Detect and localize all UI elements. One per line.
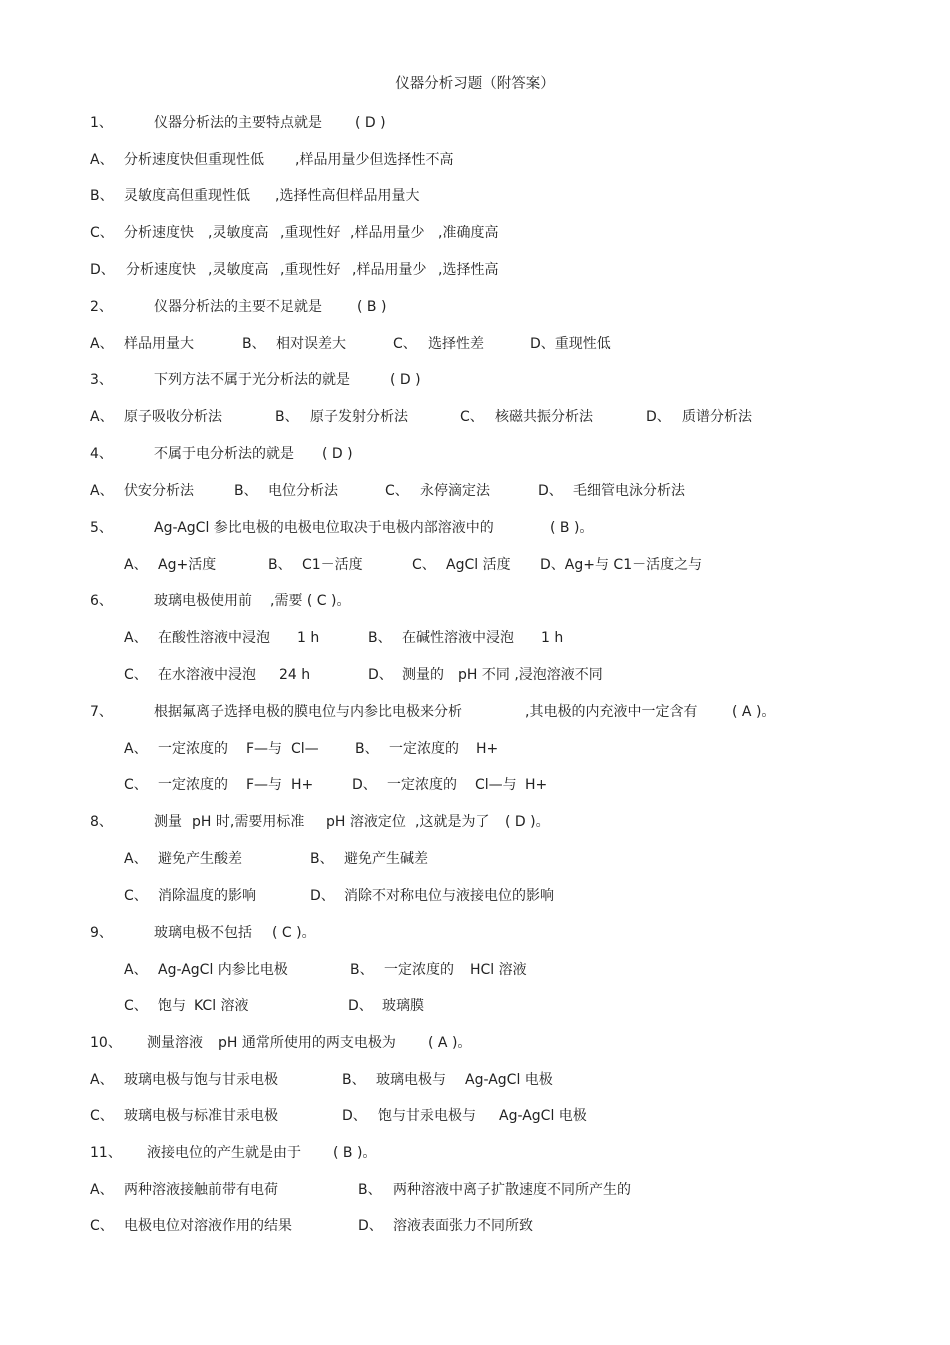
text-segment: 在酸性溶液中浸泡 xyxy=(158,630,270,646)
text-segment: B、 xyxy=(342,1072,366,1088)
text-segment: ,重现性好 xyxy=(280,225,341,241)
text-segment: 一定浓度的 xyxy=(389,741,459,757)
text-segment: ,选择性高 xyxy=(438,262,499,278)
text-segment: 测量的 xyxy=(402,667,444,683)
text-segment: ( A )。 xyxy=(428,1035,472,1051)
text-segment: C、 xyxy=(412,557,436,573)
text-segment: D、 xyxy=(358,1218,383,1234)
text-segment: ( B )。 xyxy=(333,1145,377,1161)
text-segment: A、 xyxy=(90,1182,114,1198)
text-segment: 伏安分析法 xyxy=(124,483,194,499)
text-segment: 6、 xyxy=(90,593,113,609)
text-segment: ( D ) xyxy=(390,372,421,388)
text-segment: 样品用量大 xyxy=(124,336,194,352)
text-segment: 仪器分析法的主要不足就是 xyxy=(154,299,322,315)
text-segment: 11、 xyxy=(90,1145,122,1161)
text-segment: C、 xyxy=(90,1218,114,1234)
text-segment: 1、 xyxy=(90,115,113,131)
text-segment: 下列方法不属于光分析法的就是 xyxy=(154,372,350,388)
text-segment: 电位分析法 xyxy=(268,483,338,499)
text-segment: 一定浓度的 xyxy=(158,777,228,793)
text-segment: A、 xyxy=(124,741,148,757)
text-segment: ,其电极的内充液中一定含有 xyxy=(525,704,698,720)
text-segment: H+ xyxy=(476,741,499,757)
text-segment: D、 xyxy=(368,667,393,683)
text-segment: D、 xyxy=(646,409,671,425)
text-segment: B、 xyxy=(268,557,292,573)
text-segment: 液接电位的产生就是由于 xyxy=(147,1145,301,1161)
text-segment: C、 xyxy=(90,225,114,241)
text-segment: C、 xyxy=(124,998,148,1014)
text-segment: 避免产生碱差 xyxy=(344,851,428,867)
text-segment: 玻璃膜 xyxy=(382,998,424,1014)
text-segment: A、 xyxy=(90,1072,114,1088)
text-segment: 1 h xyxy=(541,630,564,646)
text-segment: Ag-AgCl 参比电极的电极电位取决于电极内部溶液中的 xyxy=(154,520,494,536)
text-segment: B、 xyxy=(242,336,266,352)
text-segment: 一定浓度的 xyxy=(158,741,228,757)
text-segment: ,准确度高 xyxy=(438,225,499,241)
text-segment: C、 xyxy=(460,409,484,425)
text-segment: B、 xyxy=(90,188,114,204)
text-segment: A、 xyxy=(124,851,148,867)
text-segment: 两种溶液中离子扩散速度不同所产生的 xyxy=(393,1182,631,1198)
text-segment: pH 不同 ,浸泡溶液不同 xyxy=(458,667,603,683)
text-segment: 玻璃电极与标准甘汞电极 xyxy=(124,1108,278,1124)
text-segment: ,需要 ( C )。 xyxy=(270,593,351,609)
text-segment: 饱与甘汞电极与 xyxy=(378,1108,476,1124)
text-segment: B、 xyxy=(310,851,334,867)
text-segment: A、 xyxy=(90,483,114,499)
text-segment: A、 xyxy=(124,557,148,573)
text-segment: pH 时,需要用标准 xyxy=(192,814,305,830)
text-segment: ,样品用量少 xyxy=(352,262,427,278)
text-segment: ( C )。 xyxy=(272,925,316,941)
text-segment: ,重现性好 xyxy=(280,262,341,278)
text-segment: 一定浓度的 xyxy=(387,777,457,793)
text-segment: 避免产生酸差 xyxy=(158,851,242,867)
text-segment: 溶液表面张力不同所致 xyxy=(393,1218,533,1234)
text-segment: pH 通常所使用的两支电极为 xyxy=(218,1035,396,1051)
text-segment: A、 xyxy=(90,409,114,425)
text-segment: 玻璃电极使用前 xyxy=(154,593,252,609)
text-segment: ( D )。 xyxy=(505,814,550,830)
text-segment: 玻璃电极与 xyxy=(376,1072,446,1088)
text-segment: 毛细管电泳分析法 xyxy=(573,483,685,499)
text-segment: 质谱分析法 xyxy=(682,409,752,425)
text-segment: 灵敏度高但重现性低 xyxy=(124,188,250,204)
text-segment: D、 xyxy=(348,998,373,1014)
text-segment: 7、 xyxy=(90,704,113,720)
text-segment: 仪器分析法的主要特点就是 xyxy=(154,115,322,131)
text-segment: KCl 溶液 xyxy=(194,998,249,1014)
text-segment: B、 xyxy=(275,409,299,425)
text-segment: B、 xyxy=(358,1182,382,1198)
text-segment: 测量 xyxy=(154,814,182,830)
text-segment: 8、 xyxy=(90,814,113,830)
text-segment: AgCl 活度 xyxy=(446,557,511,573)
text-segment: C、 xyxy=(124,777,148,793)
text-segment: ( D ) xyxy=(322,446,353,462)
text-segment: C、 xyxy=(385,483,409,499)
text-segment: 分析速度快 xyxy=(126,262,196,278)
text-segment: 饱与 xyxy=(158,998,186,1014)
text-segment: 原子吸收分析法 xyxy=(124,409,222,425)
text-segment: F—与 xyxy=(246,777,283,793)
text-segment: 1 h xyxy=(297,630,320,646)
page-title: 仪器分析习题（附答案） xyxy=(395,76,555,92)
text-segment: pH 溶液定位 xyxy=(326,814,406,830)
text-segment: 4、 xyxy=(90,446,113,462)
text-segment: 消除温度的影响 xyxy=(158,888,256,904)
text-segment: A、 xyxy=(124,962,148,978)
text-segment: B、 xyxy=(234,483,258,499)
text-segment: D、 xyxy=(90,262,115,278)
text-segment: 玻璃电极与饱与甘汞电极 xyxy=(124,1072,278,1088)
text-segment: ( B ) xyxy=(357,299,387,315)
text-segment: ,灵敏度高 xyxy=(208,262,269,278)
text-segment: H+ xyxy=(525,777,548,793)
text-segment: 玻璃电极不包括 xyxy=(154,925,252,941)
text-segment: D、Ag+与 C1－活度之与 xyxy=(540,557,703,573)
text-segment: D、 xyxy=(538,483,563,499)
text-segment: ,样品用量少但选择性不高 xyxy=(295,152,454,168)
text-segment: ,选择性高但样品用量大 xyxy=(275,188,420,204)
text-segment: Ag+活度 xyxy=(158,557,217,573)
text-segment: C、 xyxy=(90,1108,114,1124)
text-segment: ( A )。 xyxy=(732,704,776,720)
text-segment: C、 xyxy=(393,336,417,352)
text-segment: 核磁共振分析法 xyxy=(495,409,593,425)
text-segment: 分析速度快但重现性低 xyxy=(124,152,264,168)
text-segment: 2、 xyxy=(90,299,113,315)
text-segment: 24 h xyxy=(279,667,311,683)
text-segment: 相对误差大 xyxy=(276,336,346,352)
text-segment: 选择性差 xyxy=(428,336,484,352)
text-segment: C1－活度 xyxy=(302,557,363,573)
text-segment: HCl 溶液 xyxy=(470,962,527,978)
text-segment: B、 xyxy=(355,741,379,757)
text-segment: 根据氟离子选择电极的膜电位与内参比电极来分析 xyxy=(154,704,462,720)
text-segment: 在碱性溶液中浸泡 xyxy=(402,630,514,646)
text-segment: ,灵敏度高 xyxy=(208,225,269,241)
text-segment: B、 xyxy=(368,630,392,646)
text-segment: F—与 xyxy=(246,741,283,757)
text-segment: ,这就是为了 xyxy=(415,814,490,830)
text-segment: Ag-AgCl 电极 xyxy=(465,1072,553,1088)
text-segment: Ag-AgCl 内参比电极 xyxy=(158,962,288,978)
text-segment: C、 xyxy=(124,667,148,683)
text-segment: Ag-AgCl 电极 xyxy=(499,1108,587,1124)
text-segment: 10、 xyxy=(90,1035,122,1051)
text-segment: 5、 xyxy=(90,520,113,536)
text-segment: 消除不对称电位与液接电位的影响 xyxy=(344,888,554,904)
text-segment: 两种溶液接触前带有电荷 xyxy=(124,1182,278,1198)
text-segment: Cl—与 xyxy=(475,777,517,793)
text-segment: 永停滴定法 xyxy=(420,483,490,499)
text-segment: 3、 xyxy=(90,372,113,388)
text-segment: D、 xyxy=(342,1108,367,1124)
text-segment: 原子发射分析法 xyxy=(310,409,408,425)
text-segment: 不属于电分析法的就是 xyxy=(154,446,294,462)
text-segment: 一定浓度的 xyxy=(384,962,454,978)
text-segment: 在水溶液中浸泡 xyxy=(158,667,256,683)
text-segment: D、 xyxy=(352,777,377,793)
text-segment: D、 xyxy=(310,888,335,904)
text-segment: 测量溶液 xyxy=(147,1035,203,1051)
text-segment: 9、 xyxy=(90,925,113,941)
text-segment: 电极电位对溶液作用的结果 xyxy=(124,1218,292,1234)
text-segment: 分析速度快 xyxy=(124,225,194,241)
text-segment: D、重现性低 xyxy=(530,336,611,352)
text-segment: B、 xyxy=(350,962,374,978)
text-segment: ,样品用量少 xyxy=(350,225,425,241)
text-segment: Cl— xyxy=(291,741,319,757)
text-segment: A、 xyxy=(90,152,114,168)
text-segment: ( D ) xyxy=(355,115,386,131)
text-segment: A、 xyxy=(90,336,114,352)
text-segment: H+ xyxy=(291,777,314,793)
text-segment: C、 xyxy=(124,888,148,904)
text-segment: A、 xyxy=(124,630,148,646)
text-segment: ( B )。 xyxy=(550,520,594,536)
